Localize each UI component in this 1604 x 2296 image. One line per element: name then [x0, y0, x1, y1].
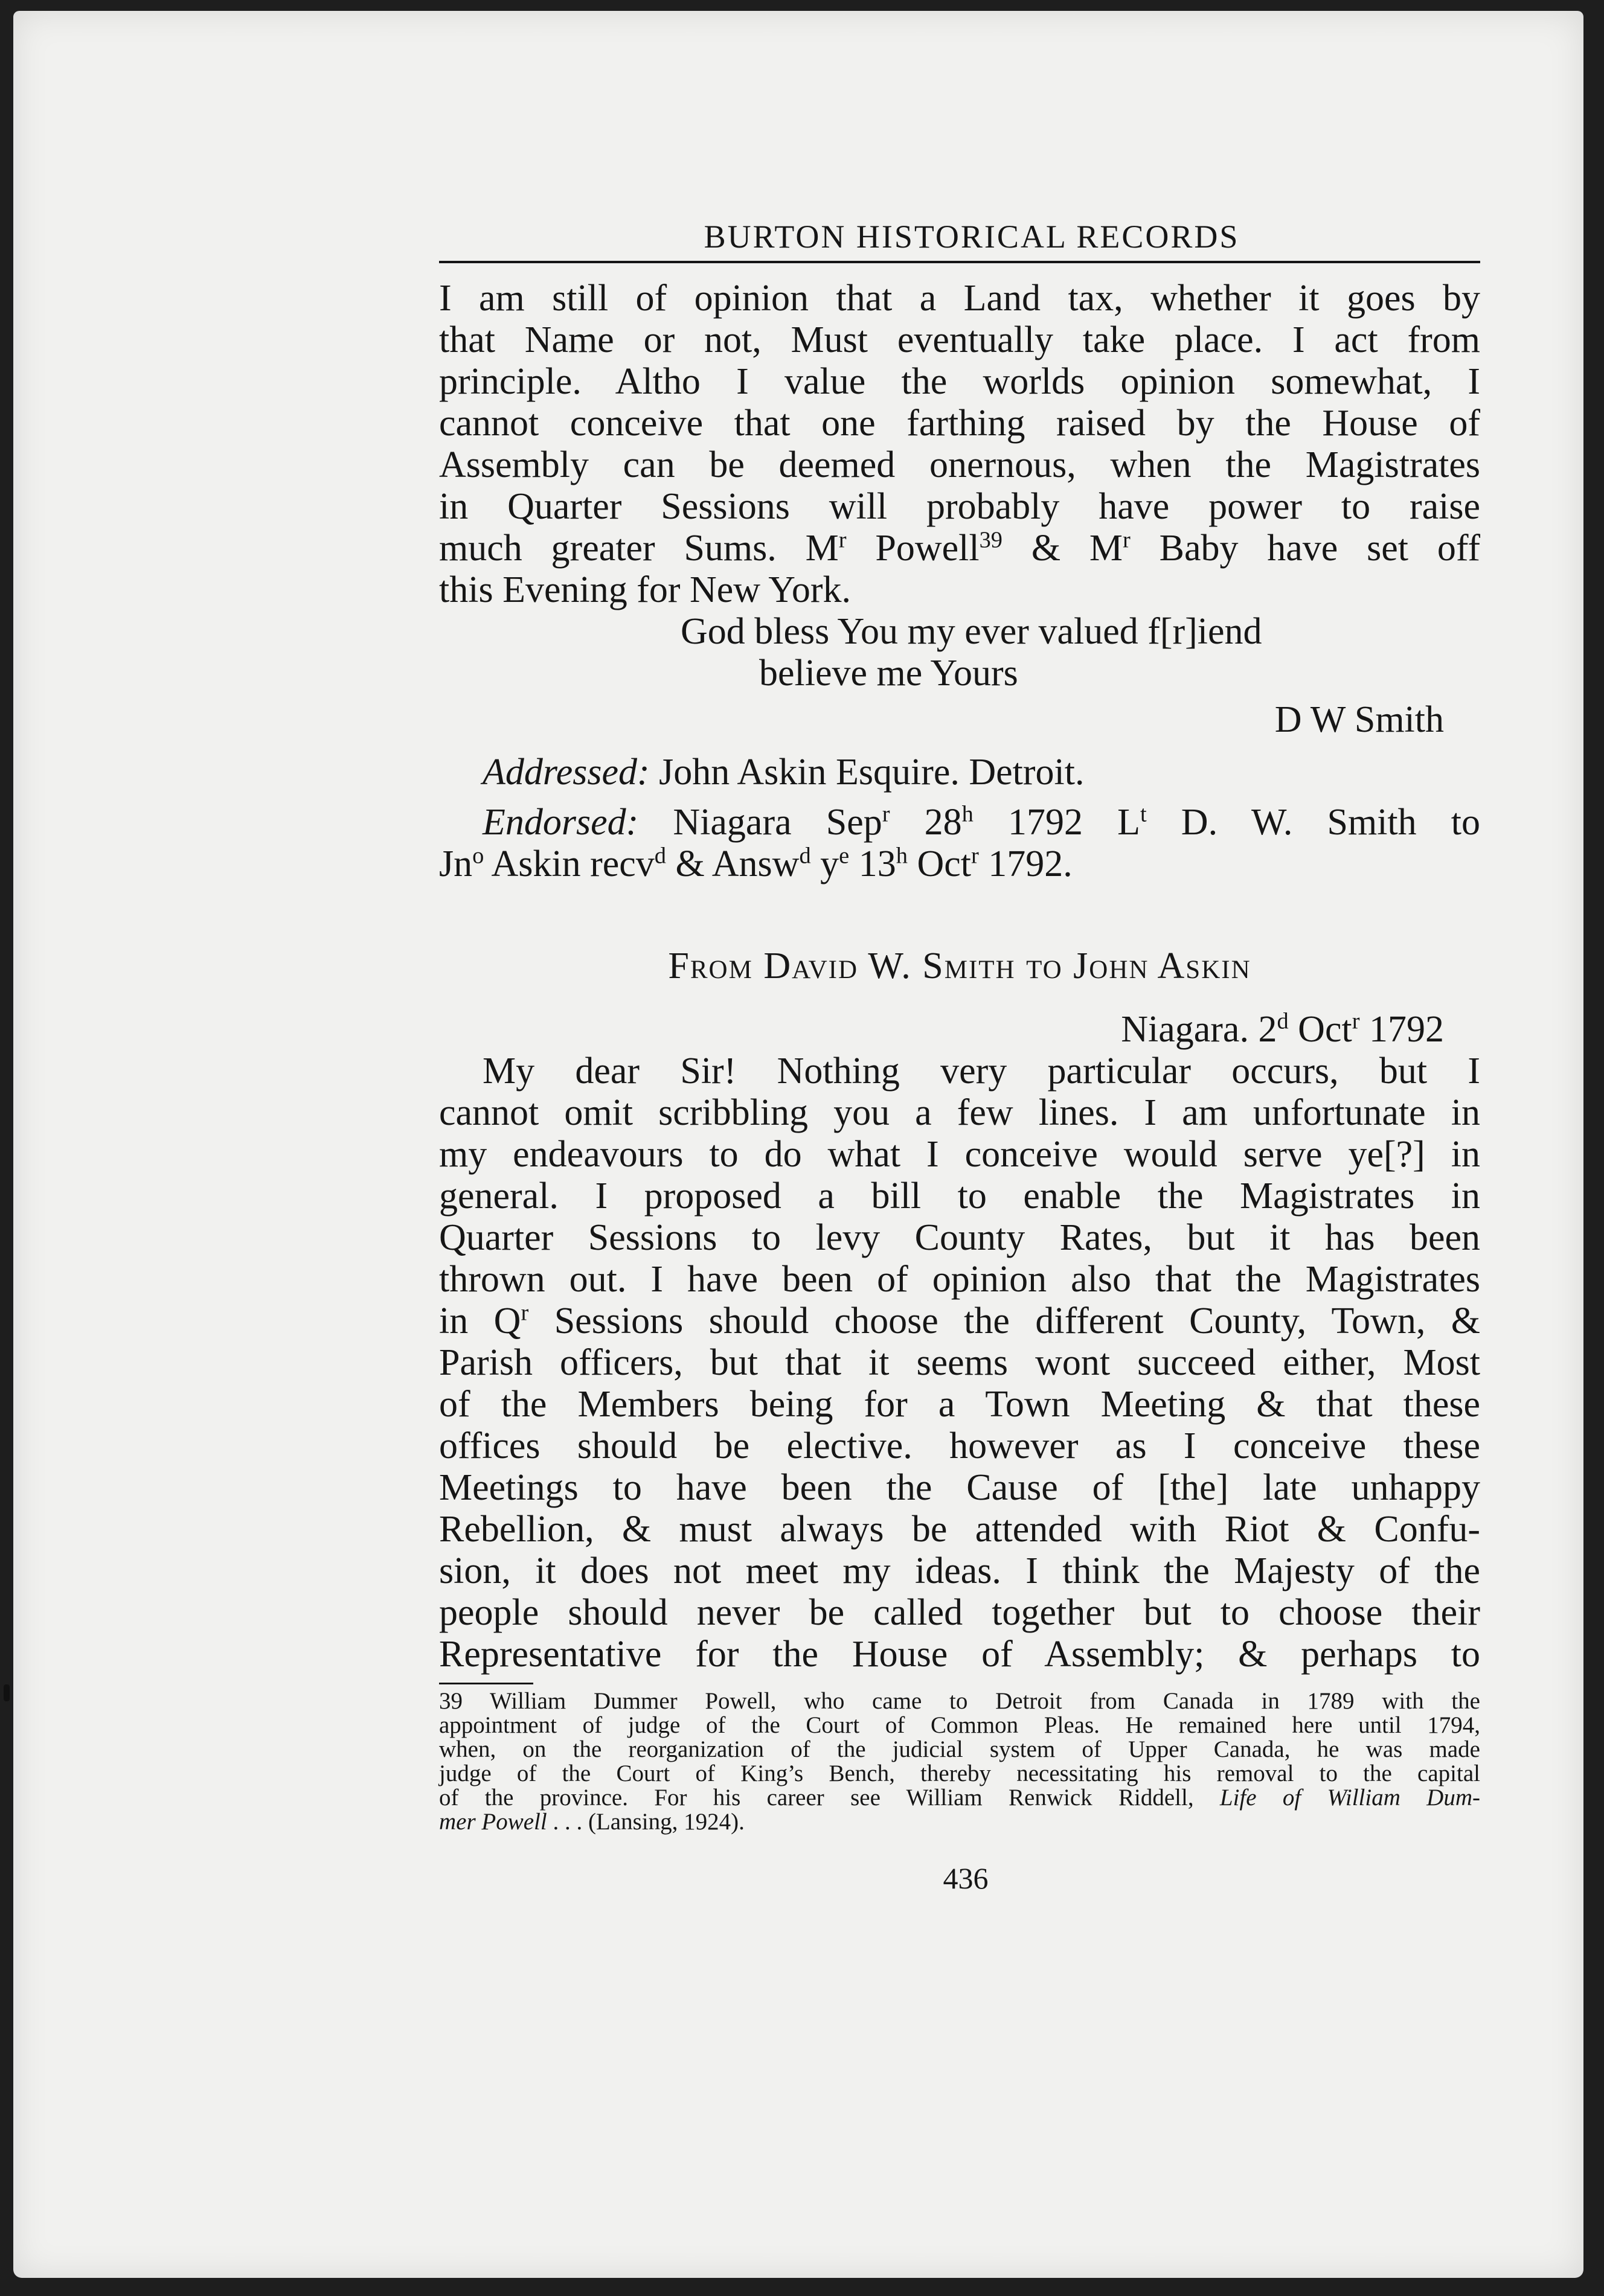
text-line: I am still of opinion that a Land tax, whether it goes by: [439, 278, 1480, 319]
text-line: My dear Sir! Nothing very particular occurs, but I: [483, 1050, 1480, 1092]
text-line: cannot conceive that one farthing raised by the House of: [439, 403, 1480, 444]
footnote-line: appointment of judge of the Court of Common Pleas. He remained here until 1794,: [439, 1712, 1480, 1738]
letter-1: [439, 278, 1480, 885]
text-line: Meetings to have been the Cause of [the] late unhappy: [439, 1467, 1480, 1508]
dateline: Niagara. 2$^d$ Oct$^r$ 1792: [1121, 1008, 1444, 1050]
footnote-line: 39 William Dummer Powell, who came to Detroit from Canada in 1789 with the: [439, 1688, 1480, 1714]
closing-line: believe me Yours: [759, 653, 1018, 694]
text-line: of the Members being for a Town Meeting & that these: [439, 1384, 1480, 1425]
footnote-line: mer Powell . . . (Lansing, 1924).: [439, 1809, 745, 1835]
footnote-line: when, on the reorganization of the judicial system of Upper Canada, he was made: [439, 1736, 1480, 1762]
signature: D W Smith: [1274, 699, 1444, 740]
letter-heading: From David W. Smith to John Askin: [668, 945, 1251, 987]
footnote-rule: [439, 1683, 533, 1684]
running-head-rule: [439, 261, 1480, 263]
page-number: 436: [943, 1861, 989, 1895]
footnote: [439, 1689, 1480, 1834]
text-line: in $Q^r$ Sessions should choose the different County, Town, &: [439, 1300, 1481, 1341]
text-line: people should never be called together but to choose their: [439, 1592, 1480, 1633]
page-content: [439, 217, 1480, 1896]
text-line: offices should be elective. however as I conceive these: [439, 1425, 1480, 1466]
text-line: that Name or not, Must eventually take place. I act from: [439, 319, 1480, 360]
text-line: Assembly can be deemed onernous, when the Magistrates: [439, 444, 1480, 485]
addressed-line: Addressed: John Askin Esquire. Detroit.: [483, 752, 1085, 793]
running-head: BURTON HISTORICAL RECORDS: [704, 219, 1240, 255]
text-line: my endeavours to do what I conceive would serve ye[?] in: [439, 1134, 1480, 1175]
text-line: principle. Altho I value the worlds opinion somewhat, I: [439, 361, 1480, 402]
footnote-line: of the province. For his career see William Renwick Riddell, Life of William Dum-: [439, 1785, 1480, 1811]
endorsed-line: Endorsed: Niagara Sep$^r$ 28$^h$ 1792 $L^t$ D. W. Smith to: [483, 801, 1481, 843]
text-line: Representative for the House of Assembly; & perhaps to: [439, 1634, 1480, 1675]
text-line: Parish officers, but that it seems wont succeed either, Most: [439, 1342, 1480, 1383]
closing-line: God bless You my ever valued f[r]iend: [681, 611, 1262, 652]
text-line: Rebellion, & must always be attended with Riot & Confu-: [439, 1509, 1480, 1550]
footnote-number: 39: [439, 1688, 463, 1714]
text-line: much greater Sums. $M^r$ Powell$^{39}$ & $M^r$ Baby have set off: [439, 527, 1480, 569]
scan-edge-mark: [4, 1684, 10, 1701]
footnote-reference[interactable]: 39: [979, 527, 1002, 553]
letter-2: [439, 1009, 1480, 1675]
text-line: cannot omit scribbling you a few lines. I am unfortunate in: [439, 1092, 1480, 1133]
text-line: thrown out. I have been of opinion also that the Magistrates: [439, 1259, 1480, 1300]
footnote-line: judge of the Court of King’s Bench, thereby necessitating his removal to the capital: [439, 1760, 1480, 1786]
text-line: Quarter Sessions to levy County Rates, but it has been: [439, 1217, 1480, 1258]
text-line: in Quarter Sessions will probably have power to raise: [439, 486, 1480, 527]
text-line: general. I proposed a bill to enable the Magistrates in: [439, 1175, 1480, 1217]
text-line: sion, it does not meet my ideas. I think the Majesty of the: [439, 1550, 1480, 1591]
endorsed-line-2: Jn$^o$ Askin recv$^d$ & Answ$^d$ $y^e$ 13$^h$ Oct$^r$ 1792.: [439, 843, 1073, 884]
text-line: this Evening for New York.: [439, 569, 851, 610]
